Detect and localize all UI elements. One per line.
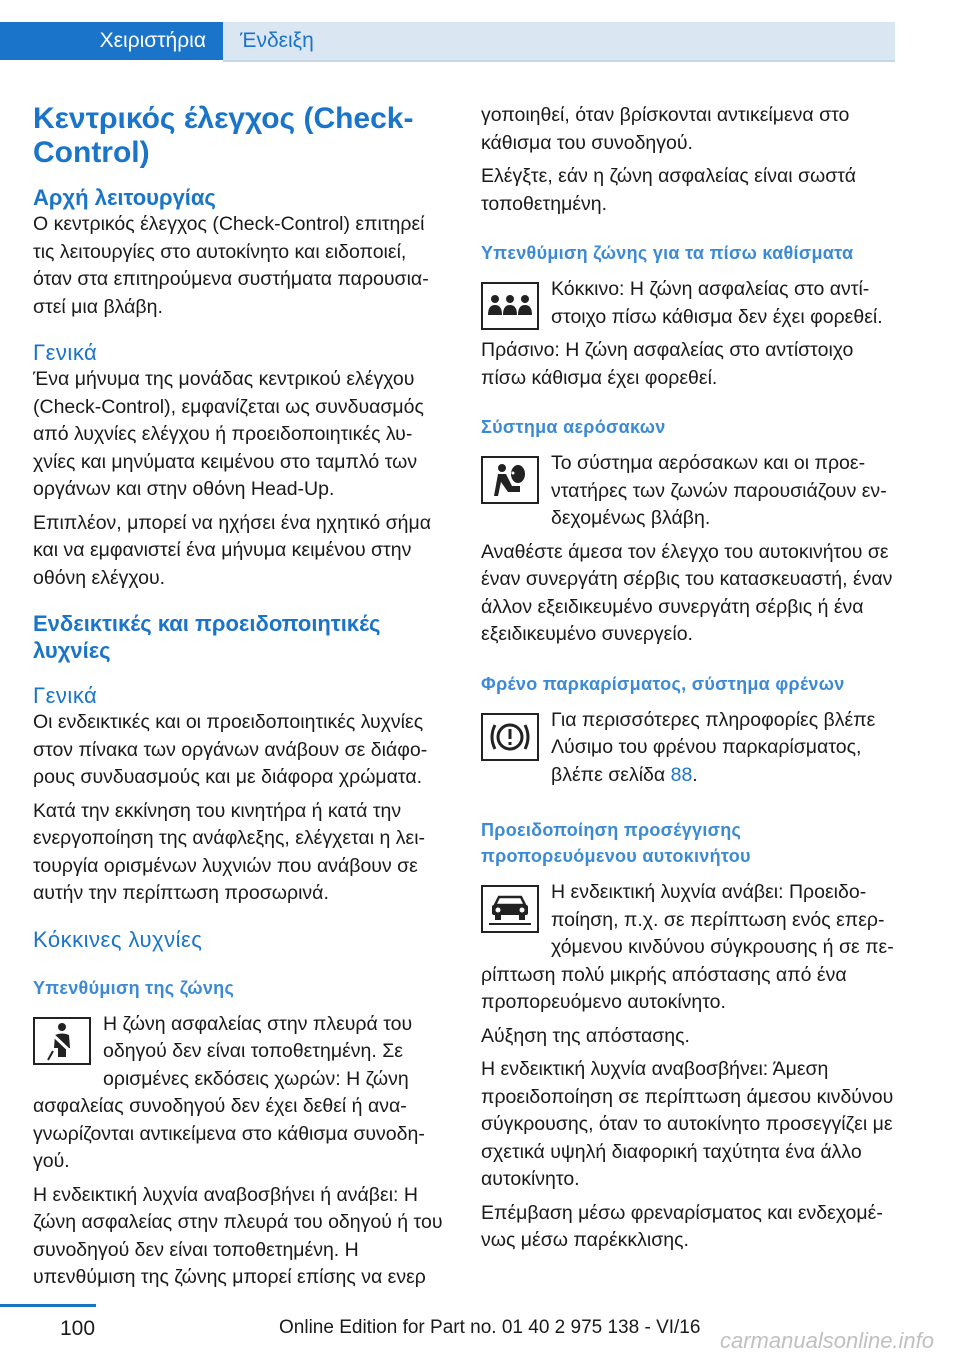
tab-display[interactable]: Ένδειξη: [223, 22, 895, 60]
edition-label: Online Edition for Part no. 01 40 2 975 138 - VI/16: [279, 1317, 701, 1338]
heading-indicator-lamps: Ενδεικτικές και προειδοποιητικές λυχνίες: [33, 611, 381, 663]
tab-controls[interactable]: Χειριστήρια: [0, 22, 223, 60]
general-text-1: Ένα μήνυμα της μονάδας κεντρικού ελέγχου (Check-Control), εμφανίζεται ως συνδυασμός από λυχνίες ελέγχου ή προειδοποιητικές λυχνίες και μηνύματα κειμένου στο ταμπλό των οργάνων και στην οθόνη Head-Up.: [33, 368, 424, 500]
header-divider: [223, 60, 895, 62]
brake-warning-icon: [481, 713, 539, 761]
airbag-icon: [481, 456, 539, 504]
rear-seats-icon: [481, 282, 539, 330]
belt-check-text: Ελέγξτε, εάν η ζώνη ασφαλείας είναι σωστά τοποθετημένη.: [481, 165, 856, 215]
brake-text-main: Για περισσότερες πληροφορίες βλέπε Λύσιμο του φρένου παρκαρίσματος, βλέπε σελίδα: [551, 708, 876, 786]
heading-general: Γενικά: [33, 340, 98, 365]
brake-text: [481, 707, 896, 790]
heading-airbag: Σύστημα αερόσακων: [481, 417, 666, 437]
belt-continued-text: γοποιηθεί, όταν βρίσκονται αντικείμενα στο κάθισμα του συνοδηγού.: [481, 104, 850, 154]
heading-red-lamps: Κόκκινες λυχνίες: [33, 926, 203, 952]
page-number: 100: [60, 1317, 96, 1340]
heading-general-lamps: Γενικά: [33, 683, 98, 708]
page-88-link[interactable]: 88: [670, 763, 693, 786]
heading-rear-belt: Υπενθύμιση ζώνης για τα πίσω καθίσματα: [481, 243, 854, 263]
approach-text-1: Η ενδεικτική λυχνία ανάβει: Προειδοποίηση, π.χ. σε περίπτωση ενός επερχόμενου κινδύνου σύγκρουσης ή σε περίπτωση πολύ μικρής απόστασης από ένα προπορευόμενο αυτοκίνητο.: [481, 881, 894, 1013]
header-bar: [0, 22, 895, 60]
approach-text-4: Επέμβαση μέσω φρεναρίσματος και ενδεχομένως μέσω παρέκκλισης.: [481, 1201, 883, 1251]
belt-reminder-text-2: Η ενδεικτική λυχνία αναβοσβήνει ή ανάβει: Η ζώνη ασφαλείας στην πλευρά του οδηγού ή του συνοδηγού δεν είναι τοποθετημένη. Η υπενθύμιση της ζώνης μπορεί επίσης να ενερ: [33, 1183, 443, 1288]
heading-parking-brake: Φρένο παρκαρίσματος, σύστημα φρένων: [481, 673, 845, 694]
car-approach-icon: [481, 885, 539, 933]
approach-text-2: Αύξηση της απόστασης.: [481, 1024, 690, 1047]
principle-text: Ο κεντρικός έλεγχος (Check-Control) επιτηρεί τις λειτουργίες στο αυτοκίνητο και ειδοποιεί, όταν στα επιτηρούμενα συστήματα παρουσιαστεί μια βλάβη.: [33, 213, 429, 318]
general-text-2: Επιπλέον, μπορεί να ηχήσει ένα ηχητικό σήμα και να εμφανιστεί ένα μήνυμα κειμένου στην οθόνη ελέγχου.: [33, 511, 432, 589]
heading-approach-warning: Προειδοποίηση προσέγγισης προπορευόμενου αυτοκινήτου: [481, 820, 751, 866]
watermark: carmanualsonline.info: [720, 1328, 935, 1353]
heading-principle: Αρχή λειτουργίας: [33, 185, 216, 210]
belt-reminder-text-1: Η ζώνη ασφαλείας στην πλευρά του οδηγού δεν είναι τοποθετημένη. Σε ορισμένες εκδόσεις χωρών: Η ζώνη ασφαλείας συνοδηγού δεν έχει δεθεί ή αναγνωρίζονται αντικείμενα στο κάθισμα συνοδηγού.: [33, 1012, 425, 1172]
footer-divider: [0, 1304, 96, 1307]
approach-text-3: Η ενδεικτική λυχνία αναβοσβήνει: Άμεση προειδοποίηση σε περίπτωση άμεσου κινδύνου σύγκρουσης, όταν το αυτοκίνητο προσεγγίζει με σχετικά υψηλή διαφορική ταχύτητα ένα άλλο αυτοκίνητο.: [481, 1058, 894, 1190]
rear-belt-green-text: Πράσινο: Η ζώνη ασφαλείας στο αντίστοιχο πίσω κάθισμα έχει φορεθεί.: [481, 339, 854, 389]
airbag-text-2: Αναθέστε άμεσα τον έλεγχο του αυτοκινήτου σε έναν συνεργάτη σέρβις του κατασκευαστή, έναν άλλον εξειδικευμένο συνεργάτη σέρβις ή ένα εξειδικευμένο συνεργείο.: [481, 540, 893, 645]
page-title: Κεντρικός έλεγχος (Check-Control): [33, 102, 414, 169]
airbag-text-1: Το σύστημα αερόσακων και οι προεντατήρες των ζωνών παρουσιάζουν ενδεχομένως βλάβη.: [551, 452, 887, 529]
seatbelt-icon: [33, 1017, 91, 1065]
lamps-text-1: Οι ενδεικτικές και οι προειδοποιητικές λυχνίες στον πίνακα των οργάνων ανάβουν σε διάφορους συνδυασμούς και με διάφορα χρώματα.: [33, 711, 428, 788]
heading-belt-reminder: Υπενθύμιση της ζώνης: [33, 977, 235, 998]
brake-text-end: .: [692, 763, 698, 786]
left-column: [33, 102, 448, 1292]
rear-belt-red-text: Κόκκινο: Η ζώνη ασφαλείας στο αντίστοιχο πίσω κάθισμα δεν έχει φορεθεί.: [551, 278, 883, 328]
lamps-text-2: Κατά την εκκίνηση του κινητήρα ή κατά την ενεργοποίηση της ανάφλεξης, ελέγχεται η λειτουργία ορισμένων λυχνιών που ανάβουν σε αυτήν την περίπτωση προσωρινά.: [33, 799, 426, 904]
right-column: [481, 102, 896, 1261]
